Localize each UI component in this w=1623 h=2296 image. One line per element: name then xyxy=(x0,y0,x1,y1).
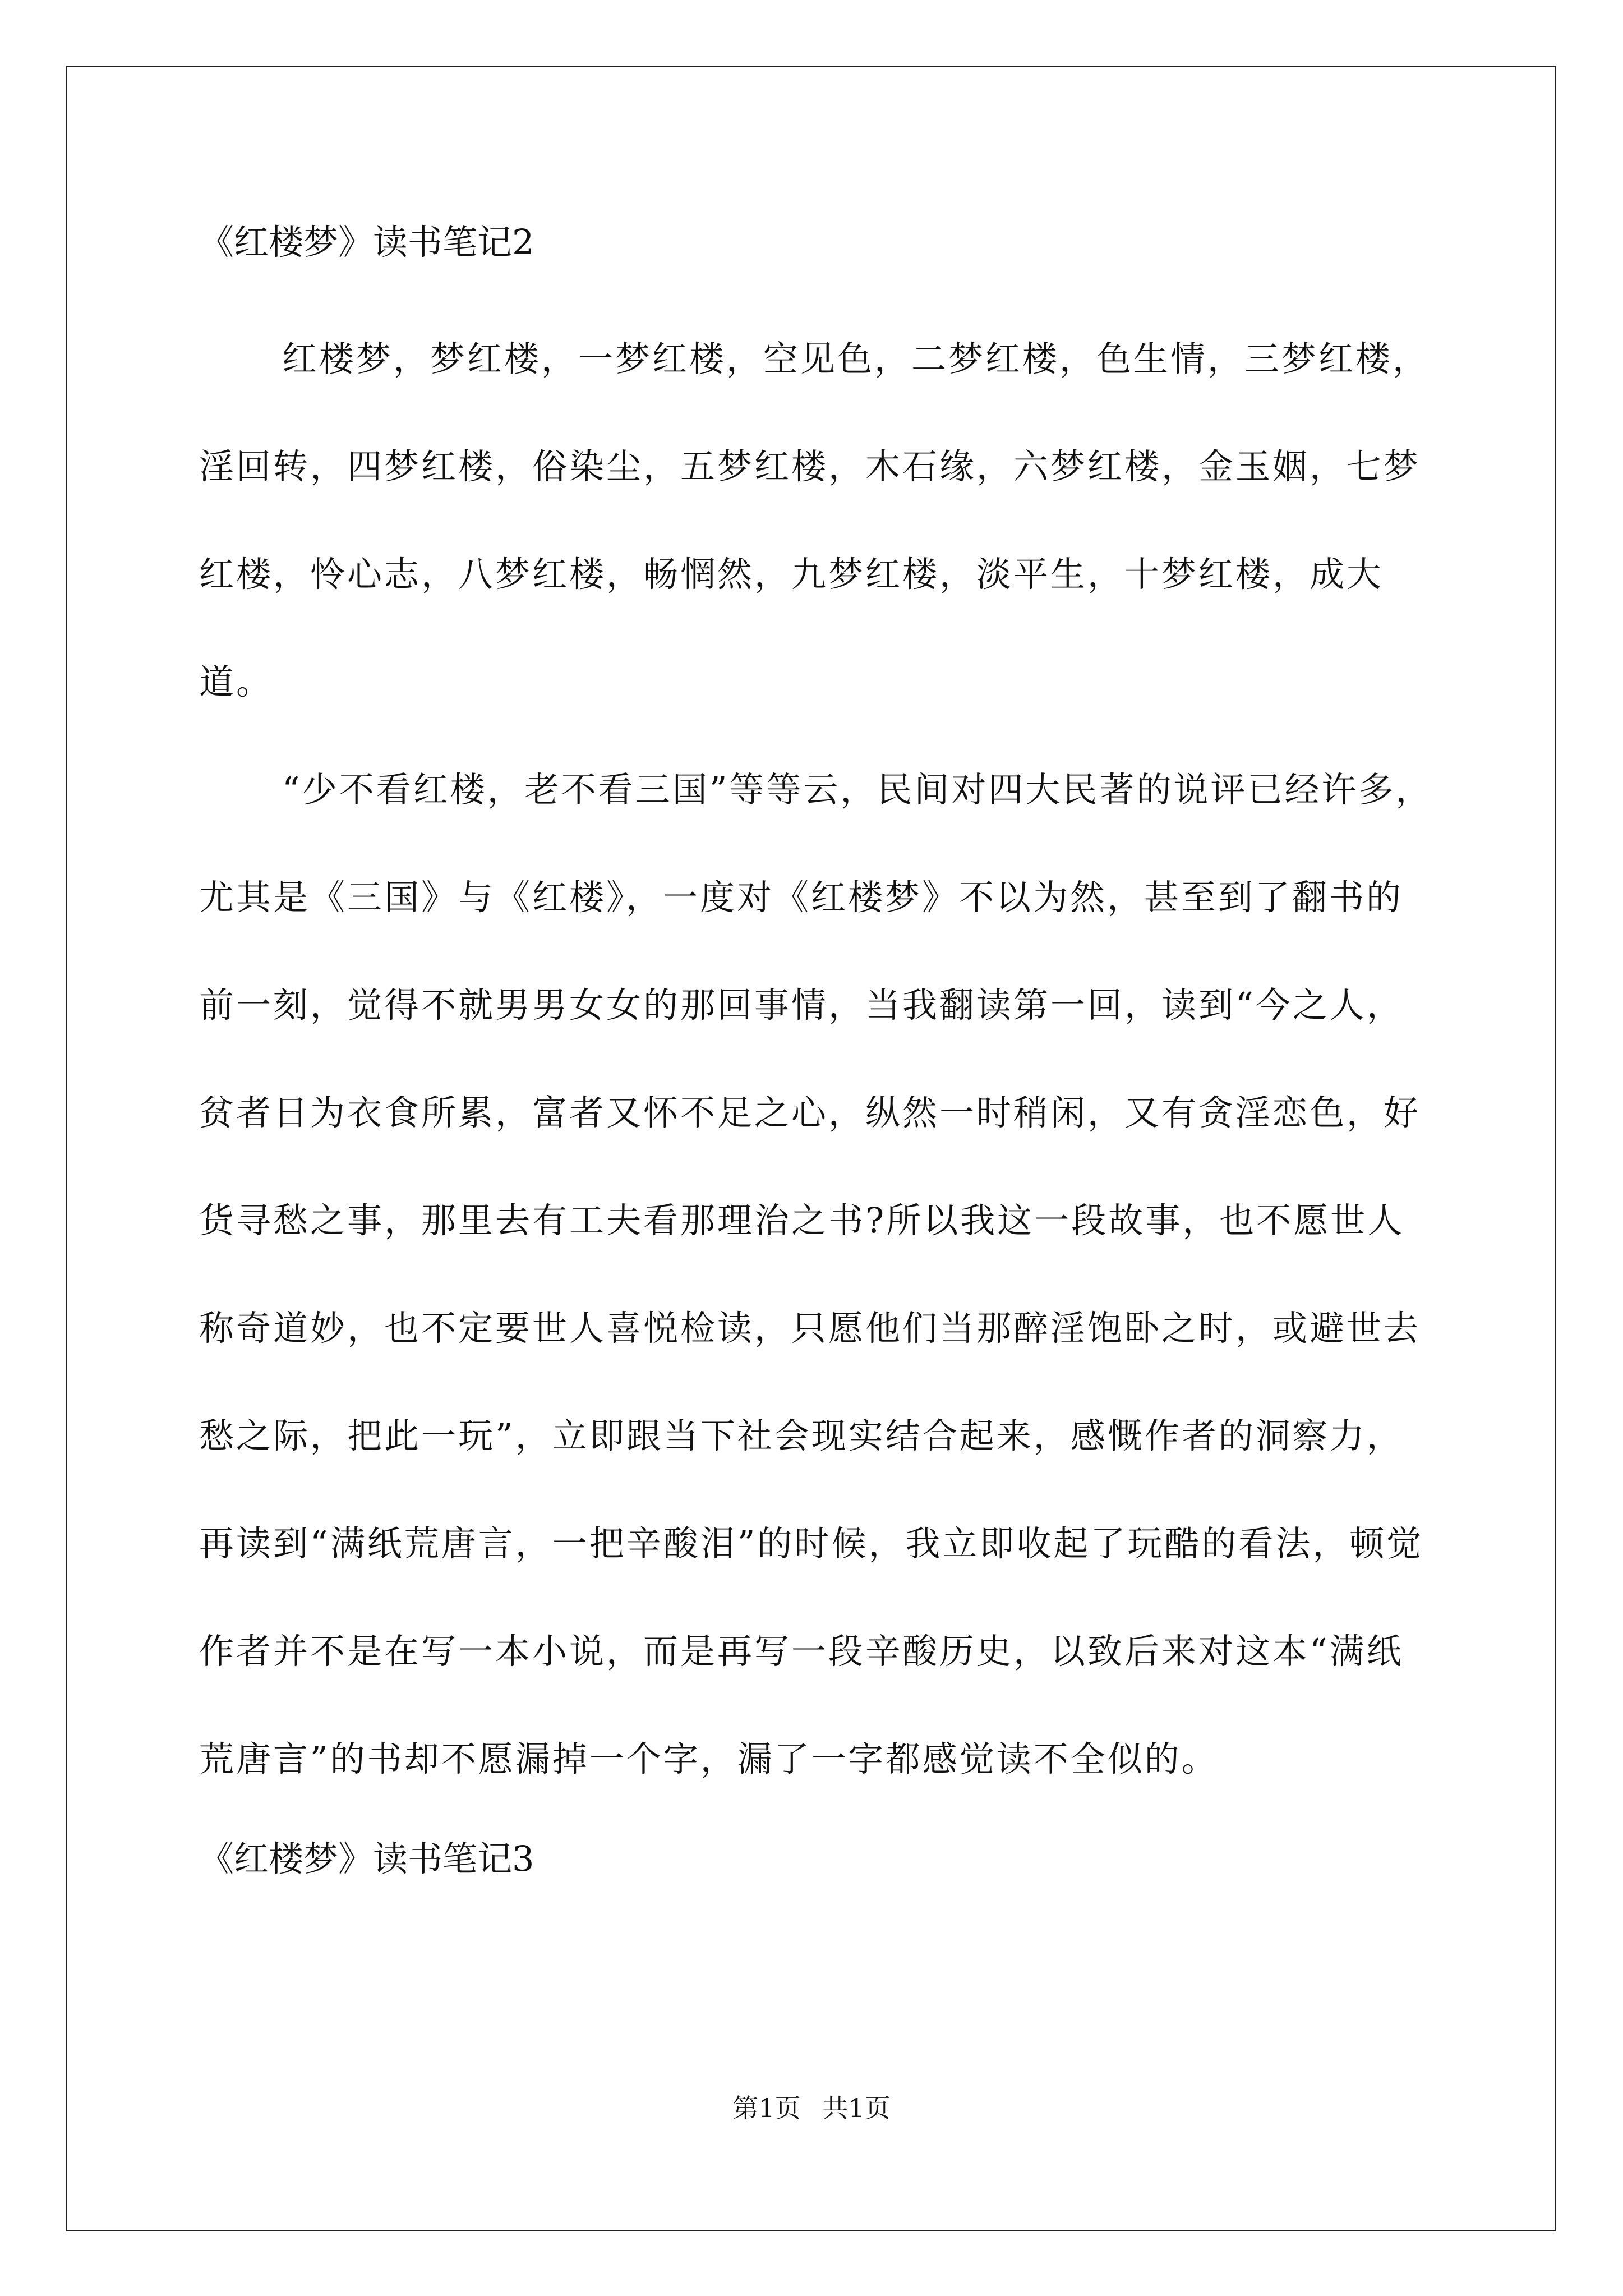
document-body xyxy=(199,213,1433,1888)
section-heading-3: 《红楼梦》读书笔记3 xyxy=(199,1838,534,1879)
paragraph-2: “少不看红楼，老不看三国”等等云，民间对四大民著的说评已经许多，尤其是《三国》与《红楼》，一度对《红楼梦》不以为然，甚至到了翻书的前一刻，觉得不就男男女女的那回事情，当我翻读第一回，读到“今之人，贫者日为衣食所累，富者又怀不足之心，纵然一时稍闲，又有贪淫恋色，好货寻愁之事，那里去有工夫看那理治之书?所以我这一段故事，也不愿世人称奇道妙，也不定要世人喜悦检读，只愿他们当那醉淫饱卧之时，或避世去愁之际，把此一玩”，立即跟当下社会现实结合起来，感慨作者的洞察力，再读到“满纸荒唐言，一把辛酸泪”的时候，我立即收起了玩酷的看法，顿觉作者并不是在写一本小说，而是再写一段辛酸历史，以致后来对这本“满纸荒唐言”的书却不愿漏掉一个字，漏了一字都感觉读不全似的。 xyxy=(199,769,1433,1779)
section-heading-2: 《红楼梦》读书笔记2 xyxy=(199,222,534,263)
paragraph-1: 红楼梦，梦红楼，一梦红楼，空见色，二梦红楼，色生情，三梦红楼，淫回转，四梦红楼，俗染尘，五梦红楼，木石缘，六梦红楼，金玉姻，七梦红楼，怜心志，八梦红楼，畅惘然，九梦红楼，淡平生，十梦红楼，成大道。 xyxy=(199,338,1430,702)
page-total: 共1页 xyxy=(822,2093,891,2123)
page-footer xyxy=(0,2088,1623,2125)
page-number: 第1页 xyxy=(732,2093,801,2123)
